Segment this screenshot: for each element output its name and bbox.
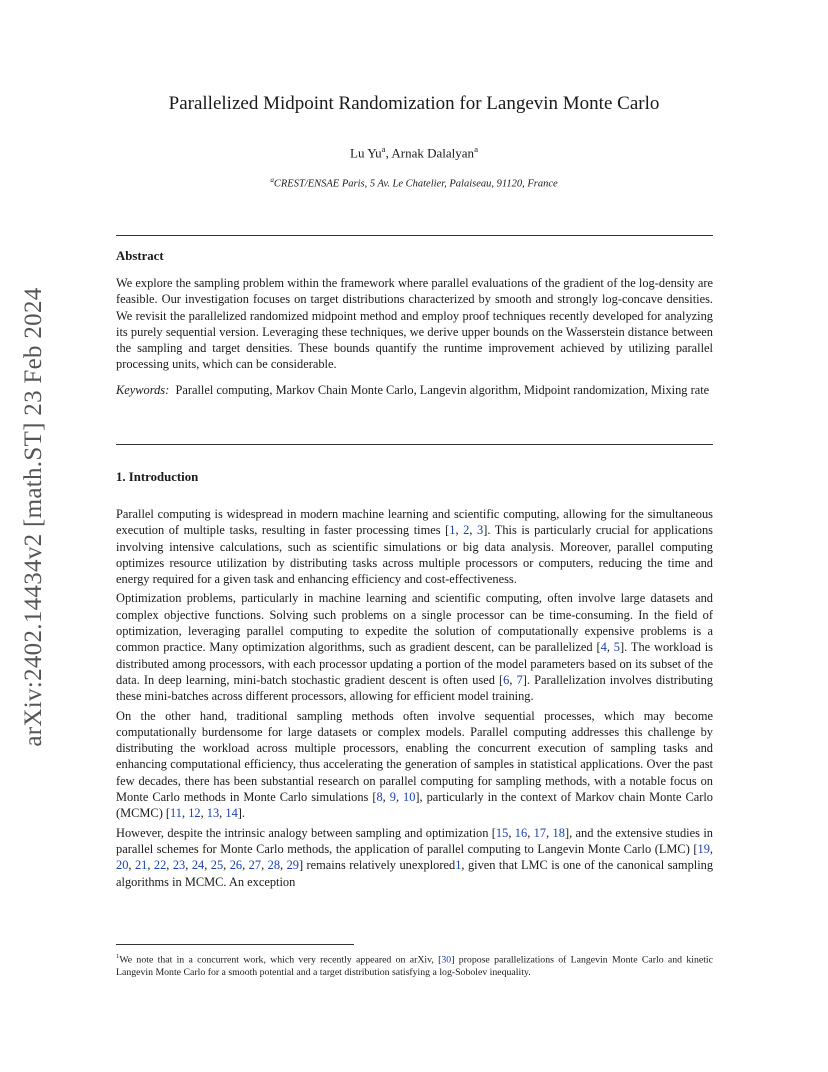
intro-paragraph-1 [116,506,713,587]
citation-link[interactable]: 16 [514,825,528,840]
text-run: ], particularly in the context of Markov chain Monte Carlo (MCMC) [ [116,790,713,821]
keywords [116,382,713,398]
text-run: Optimization problems, particularly in machine learning and scientific computing, often involve large datasets and complex objective functions. Solving such problems on a single processor can be time-consuming. In the field of optimization, leveraging parallel computing to expedite the solution of computationally expensive problems is a common practice. Many optimization algorithms, such as gradient descent, can be parallelized [ [116,591,713,655]
citation-link[interactable]: 15 [495,825,509,840]
citation-link[interactable]: 3 [476,523,484,538]
text-run: , [204,858,211,873]
citation-link[interactable]: 19 [697,841,710,856]
citation-link[interactable]: 27 [248,858,262,873]
text-run: , [261,858,268,873]
text-run: , [242,858,249,873]
citation-link[interactable]: 8 [376,790,383,805]
text-run: ]. The workload is distributed among processors, with each processor updating a portion of the model parameters based on its subset of the data. In deep learning, mini-batch stochastic gradient descent is often used [ [116,640,713,687]
citation-link[interactable]: 30 [441,954,452,966]
text-run: , [181,806,189,821]
text-run: ] remains relatively unexplored [298,858,456,873]
text-run: , [395,790,404,805]
keywords-label: Keywords: [116,382,170,397]
citation-link[interactable]: 12 [188,806,201,821]
citation-link[interactable]: 2 [463,523,470,538]
abstract-section [116,249,713,398]
affiliation-mark: a [381,144,386,154]
author-separator: , [385,145,392,161]
text-run: ]. Parallelization involves distributing these mini-batches across different processors, allowing for efficient model training. [116,672,713,704]
text-run: , [223,858,230,873]
abstract-text: We explore the sampling problem within the framework where parallel evaluations of the gradient of the log-density are feasible. Our investigation focuses on target distributions characterized by smooth and strongly log-concave densities. We revisit the parallelized randomized midpoint method and employ proof techniques recently developed for analyzing its purely sequential version. Leveraging these techniques, we derive upper bounds on the Wasserstein distance between the sampling and target densities. These bounds quantify the runtime improvement achieved by utilizing parallel processing units, which can be considerable. [116,276,713,372]
citation-link[interactable]: 5 [613,640,620,655]
citation-link[interactable]: 4 [600,640,607,655]
citation-link[interactable]: 25 [210,858,224,873]
citation-link[interactable]: 1 [455,858,462,873]
text-run: Parallel computing is widespread in modern machine learning and scientific computing, allowing for the simultaneous execution of multiple tasks, resulting in faster processing times [ [116,507,713,538]
text-run: , [280,858,287,873]
paper-title: Parallelized Midpoint Randomization for Langevin Monte Carlo [168,93,660,114]
text-run: On the other hand, traditional sampling methods often involve sequential processes, which may become computationally burdensome for large datasets or complex models. Parallel computing addresses this challenge by distributing the workload across multiple processors, enabling the concurrent execution of sampling tasks and enhancing computational efficiency, thus accelerating the generation of samples in statistical applications. Over the past few decades, there has been substantial research on parallel computing for sampling methods, with a notable focus on Monte Carlo methods in Monte Carlo simulations [ [116,708,713,805]
text-run: ]. [237,806,245,821]
text-run: , [185,858,192,873]
citation-link[interactable]: 13 [206,806,220,821]
citation-link[interactable]: 26 [229,858,243,873]
affiliation-mark: a [270,176,274,184]
citation-link[interactable]: 23 [172,858,186,873]
intro-heading: 1. Introduction [116,470,199,484]
citation-link[interactable]: 29 [286,858,299,873]
intro-paragraph-4 [116,825,713,890]
citation-link[interactable]: 9 [389,790,396,805]
citation-link[interactable]: 20 [116,858,129,873]
text-run: , [469,523,477,538]
citation-link[interactable]: 14 [225,806,238,821]
text-run: , [606,640,614,655]
text-run: , [527,825,534,840]
text-run: , [455,523,464,538]
citation-link[interactable]: 11 [170,806,182,821]
abstract-top-rule [116,235,713,236]
citation-link[interactable]: 24 [191,858,205,873]
citation-link[interactable]: 22 [153,858,167,873]
text-run: , [166,858,173,873]
keywords-text: Parallel computing, Markov Chain Monte Carlo, Langevin algorithm, Midpoint randomization, Mixing rate [175,382,710,397]
citation-link[interactable]: 17 [533,825,547,840]
citation-link[interactable]: 21 [134,858,148,873]
citation-link[interactable]: 10 [403,790,416,805]
text-run: We note that in a concurrent work, which very recently appeared on arXiv, [ [119,954,442,966]
citation-link[interactable]: 7 [516,672,523,687]
text-run: , [219,806,226,821]
intro-paragraph-3 [116,708,713,822]
affiliation-mark: a [474,144,478,154]
citation-link[interactable]: 6 [503,672,510,687]
text-run: , [200,806,207,821]
arxiv-side-stamp: arXiv:2402.14434v2 [math.ST] 23 Feb 2024 [20,287,47,747]
text-run: ] propose parallelizations of Langevin Monte Carlo and kinetic Langevin Monte Carlo for a smooth potential and a target distribution satisfying a log-Sobolev inequality. [116,954,713,979]
intro-section [116,470,713,890]
text-run: , given that LMC is one of the canonical sampling algorithms in MCMC. An exception [116,858,714,889]
affiliation-text: CREST/ENSAE Paris, 5 Av. Le Chatelier, Palaiseau, 91120, France [273,178,558,190]
footnote [116,950,713,979]
footnote-mark[interactable]: 1 [116,953,120,960]
text-run: , [508,825,515,840]
footnote-rule [116,944,354,945]
text-run: ]. This is particularly crucial for applications involving intensive calculations, such as scientific simulations or big data analysis. Moreover, parallel computing optimizes resource utilization by distributing tasks across multiple processors or computers, reducing the time and energy required for a given task and enhancing efficiency and cost-effectiveness. [116,523,713,587]
abstract-heading: Abstract [116,249,164,263]
author-line [0,144,828,161]
text-run: However, despite the intrinsic analogy between sampling and optimization [ [116,825,496,840]
text-run: , [509,672,517,687]
intro-paragraph-2 [116,590,713,704]
citation-link[interactable]: 1 [449,523,456,538]
text-run: , [709,841,713,856]
author-name: Lu Yu [350,145,382,161]
text-run: , [382,790,390,805]
citation-link[interactable]: 28 [267,858,281,873]
citation-link[interactable]: 18 [552,825,565,840]
text-run: ], and the extensive studies in parallel schemes for Monte Carlo methods, the application of parallel computing to Langevin Monte Carlo (LMC) [ [116,825,713,856]
author-name: Arnak Dalalyan [391,145,475,161]
text-run: , [546,825,553,840]
text-run: , [128,858,135,873]
text-run: , [147,858,154,873]
abstract-bottom-rule [116,444,713,445]
affiliation [0,176,828,190]
